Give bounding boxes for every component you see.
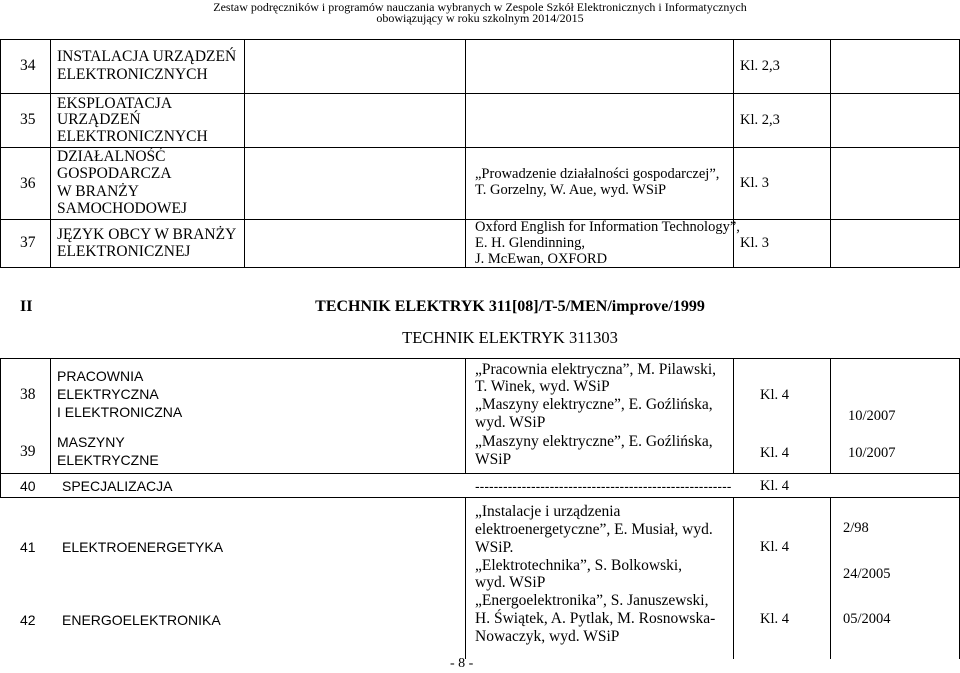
specialization-label: SPECJALIZACJA [62,478,173,494]
row-number: 42 [20,612,36,628]
book-line: H. Świątek, A. Pytlak, M. Rosnowska- [475,610,716,627]
approval-number: 05/2004 [843,611,891,627]
subject-line: URZĄDZEŃ [57,111,141,128]
class-cell: Kl. 2,3 [740,58,780,74]
header-line-2: obowiązujący w roku szkolnym 2014/2015 [376,11,584,25]
approval-number: 10/2007 [848,408,896,424]
approval-number: 24/2005 [843,566,891,582]
book-line: „Instalacje i urządzenia [475,503,621,520]
row-number: 36 [20,175,36,192]
subject-line: EKSPLOATACJA [57,95,173,112]
class-cell: Kl. 4 [760,445,789,461]
book-line: WSiP [475,451,512,468]
book-line: Nowaczyk, wyd. WSiP [475,628,620,645]
subject-line: ELEKTRONICZNYCH [57,66,208,83]
book-line: „Prowadzenie działalności gospodarczej”, [475,166,720,182]
subject-line: JĘZYK OBCY W BRANŻY [57,226,237,243]
book-line: WSiP. [475,539,514,556]
book-line: elektroenergetyczne”, E. Musiał, wyd. [475,521,713,538]
approval-number: 10/2007 [848,445,896,461]
class-cell: Kl. 4 [760,478,789,494]
row-number: 37 [20,234,36,251]
class-cell: Kl. 4 [760,611,789,627]
subject-line: ELEKTRONICZNYCH [57,128,208,145]
row-number: 35 [20,111,36,128]
subject-line: SAMOCHODOWEJ [57,200,188,217]
subject-line: GOSPODARCZA [57,165,172,182]
subject-line: ELEKTRYCZNE [57,452,159,468]
class-cell: Kl. 4 [760,539,789,555]
subject-line: I ELEKTRONICZNA [57,404,183,420]
book-line: Oxford English for Information Technology”, [475,219,740,235]
class-cell: Kl. 2,3 [740,112,780,128]
book-line: „Elektrotechnika”, S. Bolkowski, [475,557,683,574]
subject-line: INSTALACJA URZĄDZEŃ [57,48,237,65]
dash-line: ------------------------------------------------------- [475,478,732,494]
subject-line: W BRANŻY [57,183,139,200]
book-line: „Maszyny elektryczne”, E. Goźlińska, [475,433,713,450]
subject-line: ENERGOELEKTRONIKA [62,612,221,628]
book-line: „Pracownia elektryczna”, M. Pilawski, [475,361,717,378]
book-line: E. H. Glendinning, [475,235,585,251]
subject-line: DZIAŁALNOŚĆ [57,148,166,165]
subject-line: MASZYNY [57,434,125,450]
class-cell: Kl. 4 [760,387,789,403]
section-roman: II [20,298,33,315]
row-number: 41 [20,539,36,555]
book-line: „Maszyny elektryczne”, E. Goźlińska, [475,396,713,413]
approval-number: 2/98 [843,520,869,536]
book-line: T. Gorzelny, W. Aue, wyd. WSiP [475,182,667,198]
header-line-1: Zestaw podręczników i programów nauczania wybranych w Zespole Szkół Elektronicznych i Informatycznych [213,0,747,14]
class-cell: Kl. 3 [740,235,769,251]
book-line: wyd. WSiP [475,414,546,431]
book-line: wyd. WSiP [475,574,546,591]
subject-line: ELEKTRYCZNA [57,386,159,402]
subject-line: PRACOWNIA [57,368,144,384]
row-number: 40 [20,478,36,494]
subject-line: ELEKTRONICZNEJ [57,243,191,260]
row-number: 38 [20,386,36,403]
row-number: 39 [20,443,36,460]
page-number: - 8 - [450,656,474,671]
book-line: J. McEwan, OXFORD [475,251,608,267]
book-line: „Energoelektronika”, S. Januszewski, [475,592,709,609]
class-cell: Kl. 3 [740,175,769,191]
subject-line: ELEKTROENERGETYKA [62,539,224,555]
section-title-2: TECHNIK ELEKTRYK 311303 [402,328,618,347]
section-title-1: TECHNIK ELEKTRYK 311[08]/T-5/MEN/improve/1999 [315,298,705,315]
row-number: 34 [20,57,36,74]
book-line: T. Winek, wyd. WSiP [475,378,610,395]
